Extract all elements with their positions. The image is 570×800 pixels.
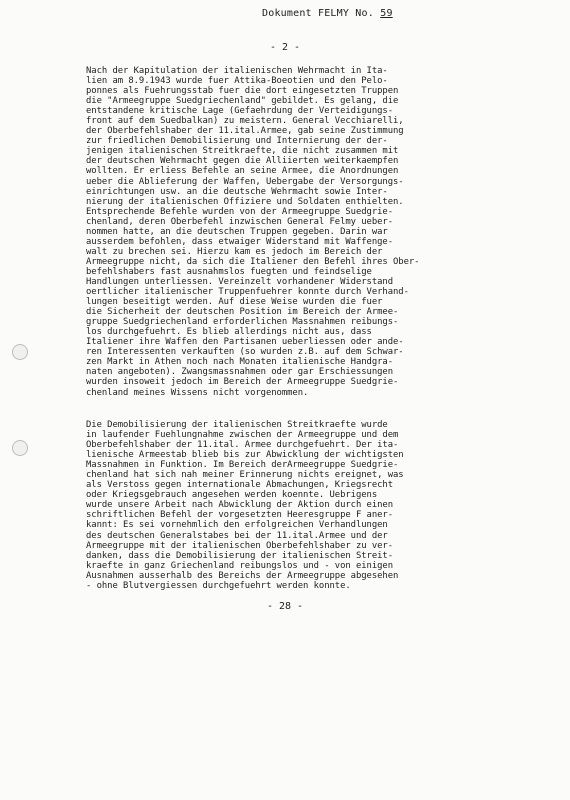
document-label: Dokument FELMY No. xyxy=(262,8,374,19)
paragraph-demobilisation: Die Demobilisierung der italienischen Streitkraefte wurde in laufender Fuehlungnahme zwischen der Armeegruppe und dem Oberbefehlshaber der 11.ital. Armee durchgefuehrt. Der ita- lienische Armeestab blieb bis zur Abwicklung der wichtigsten Massnahmen in Funktion. Im Bereich derArmeegruppe Suedgrie- chenland hat sich nah meiner Erinnerung nichts ereignet, was als Verstoss gegen internationale Abmachungen, Kriegsrecht oder Kriegsgebrauch angesehen werden koennte. Uebrigens wurde unsere Arbeit nach Abwicklung der Aktion durch einen schriftlichen Befehl der vorgesetzten Heeresgruppe F aner- kannt: Es sei vornehmlich den erfolgreichen Verhandlungen des deutschen Generalstabes bei der 11.ital.Armee und der Armeegruppe mit der italienischen Oberbefehlshaber zu ver- danken, dass die Demobilisierung der italienischen Streit- kraefte in ganz Griechenland reibungslos und - von einigen Ausnahmen ausserhalb des Bereichs der Armeegruppe abgesehen - ohne Blutvergiessen durchgefuehrt werden konnte. xyxy=(86,420,404,591)
page-marker: - 2 - xyxy=(269,42,301,53)
punch-hole xyxy=(12,440,28,456)
punch-hole xyxy=(12,344,28,360)
document-number: 59 xyxy=(380,8,393,19)
paragraph-capitulation: Nach der Kapitulation der italienischen Wehrmacht in Ita- lien am 8.9.1943 wurde fuer Attika-Boeotien und den Pelo- ponnes als Fuehrungsstab fuer die dort eingesetzten Truppen die "Armeegruppe Suedgriechenland" gebildet. Es gelang, die entstandene kritische Lage (Gefaehrdung der Verteidigungs- front auf dem Suedbalkan) zu meistern. General Vecchiarelli, der Oberbefehlshaber der 11.ital.Armee, gab seine Zustimmung zur friedlichen Demobilisierung und Internierung der der- jenigen italienischen Streitkraefte, die nicht zusammen mit der deutschen Wehrmacht gegen die Alliierten weiterkaempfen wollten. Er erliess Befehle an seine Armee, die Anordnungen ueber die Ablieferung der Waffen, Uebergabe der Versorgungs- einrichtungen usw. an die deutsche Wehrmacht sowie Inter- nierung der italienischen Offiziere und Soldaten enthielten. Entsprechende Befehle wurden von der Armeegruppe Suedgrie- chenland, deren Oberbefehl inzwischen General Felmy ueber- nommen hatte, an die deutschen Truppen gegeben. Darin war ausserdem befohlen, dass etwaiger Widerstand mit Waffenge- walt zu brechen sei. Hierzu kam es jedoch im Bereich der Armeegruppe nicht, da sich die Italiener den Befehl ihres Ober- befehlshabers fast ausnahmslos fuegten und feindselige Handlungen unterliessen. Vereinzelt vorhandener Widerstand oertlicher italienischer Truppenfuehrer konnte durch Verhand- lungen beseitigt werden. Auf diese Weise wurden die fuer die Sicherheit der deutschen Position im Bereich der Armee- gruppe Suedgriechenland erforderlichen Massnahmen reibungs- los durchgefuehrt. Es blieb allerdings nicht aus, dass Italiener ihre Waffen den Partisanen ueberliessen oder ande- ren Interessenten verkauften (so wurden z.B. auf dem Schwar- zen Markt in Athen noch nach Monaten italienische Handgra- naten angeboten). Zwangsmassnahmen oder gar Erschiessungen wurden insoweit jedoch im Bereich der Armeegruppe Suedgrie- chenland meines Wissens nicht vorgenommen. xyxy=(86,66,420,398)
document-header xyxy=(262,8,393,19)
page-number: - 28 - xyxy=(266,601,304,612)
